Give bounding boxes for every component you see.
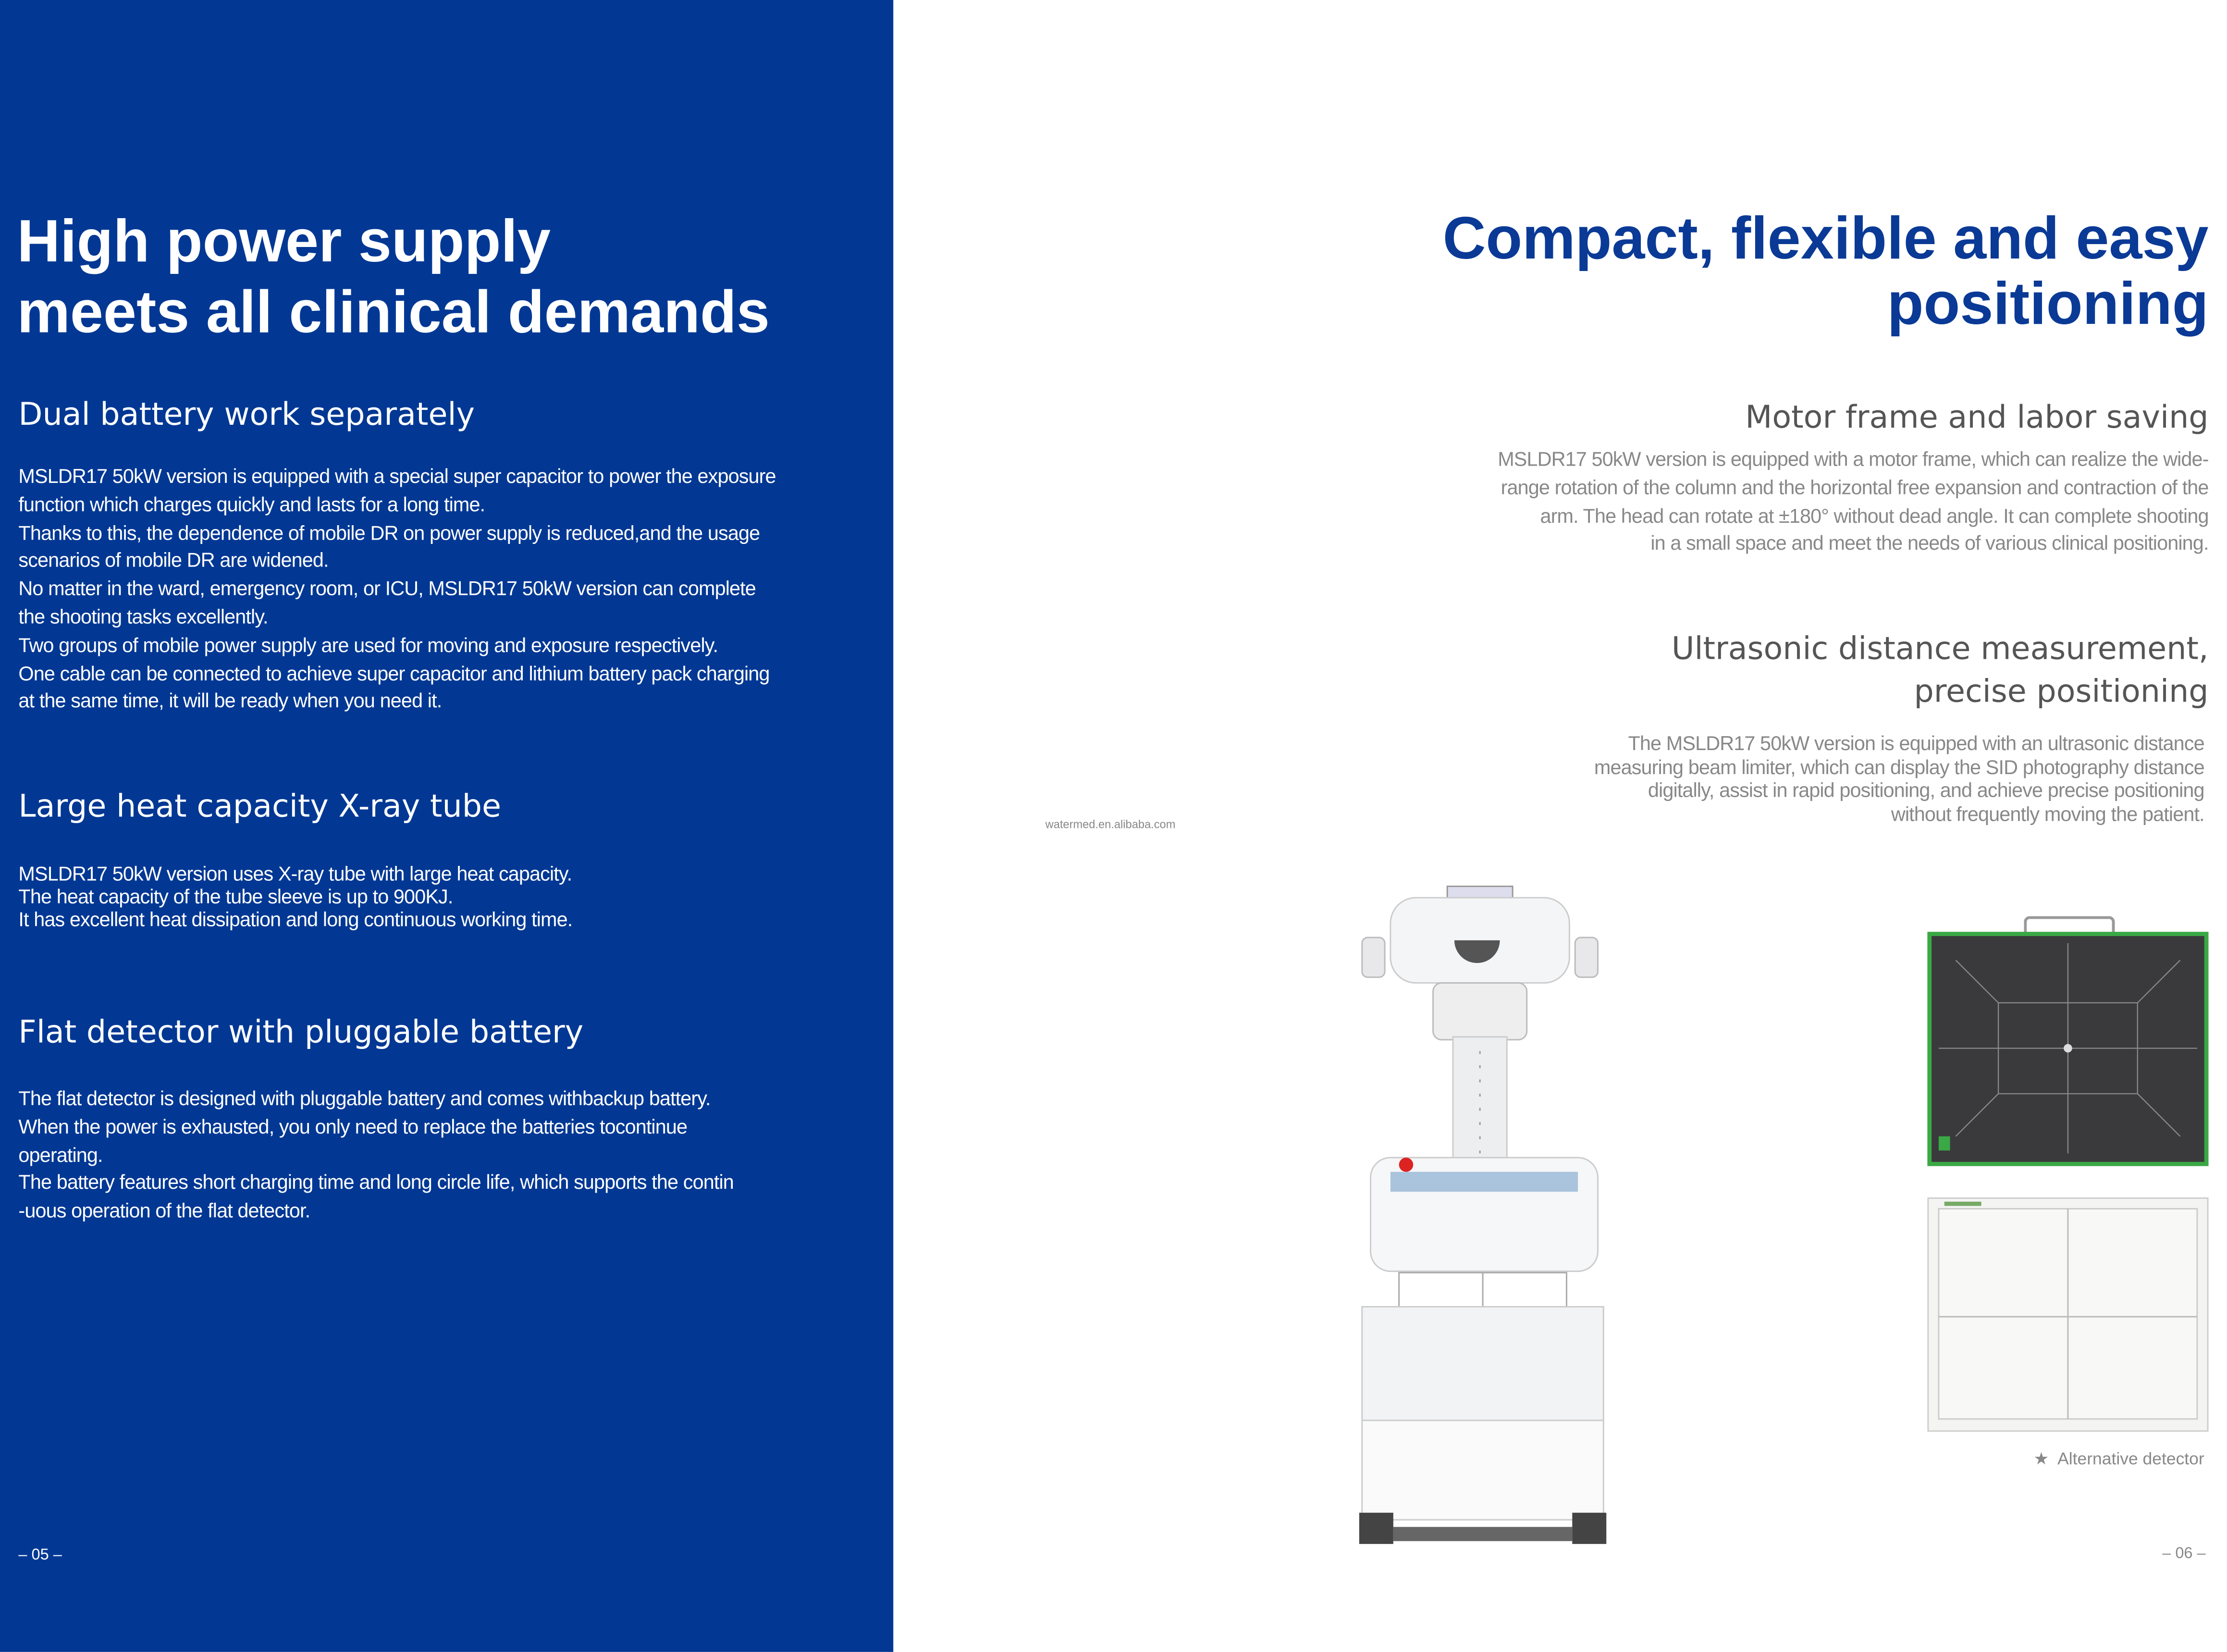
text-line: in a small space and meet the needs of various clinical positioning.: [1650, 531, 2209, 555]
left-page-title: [17, 206, 769, 348]
text-line: The battery features short charging time and long circle life, which supports the contin: [18, 1171, 734, 1194]
text-line: When the power is exhausted, you only need to replace the batteries tocontinue: [18, 1114, 688, 1138]
text-line: digitally, assist in rapid positioning, and achieve precise positioning: [1648, 778, 2204, 801]
page-number: – 05 –: [18, 1547, 62, 1564]
title-line: positioning: [1887, 270, 2209, 337]
text-line: scenarios of mobile DR are widened.: [18, 549, 329, 572]
text-line: operating.: [18, 1143, 103, 1166]
text-line: -uous operation of the flat detector.: [18, 1199, 310, 1222]
text-line: One cable can be connected to achieve super capacitor and lithium battery pack charging: [18, 661, 770, 684]
section-body: [18, 862, 572, 930]
section-heading: [1745, 398, 2208, 441]
text-line: Two groups of mobile power supply are used for moving and exposure respectively.: [18, 633, 718, 656]
title-line: meets all clinical demands: [17, 278, 770, 345]
text-line: MSLDR17 50kW version uses X-ray tube with large heat capacity.: [18, 862, 572, 885]
heading-line: Ultrasonic distance measurement,: [1671, 632, 2209, 668]
page-number: – 06 –: [2162, 1545, 2206, 1563]
section-heading: [1672, 629, 2209, 715]
text-line: No matter in the ward, emergency room, or ICU, MSLDR17 50kW version can complete: [18, 577, 756, 600]
alternative-detector-image: [1927, 1197, 2208, 1432]
mobile-dr-machine-image: [1348, 881, 1618, 1548]
text-line: MSLDR17 50kW version is equipped with a motor frame, which can realize the wide-: [1498, 447, 2209, 470]
text-line: range rotation of the column and the horizontal free expansion and contraction of the: [1501, 475, 2209, 498]
text-line: without frequently moving the patient.: [1891, 801, 2204, 825]
text-line: Thanks to this, the dependence of mobile DR on power supply is reduced,and the usage: [18, 520, 760, 543]
section-heading: Large heat capacity X-ray tube: [18, 789, 502, 826]
section-body: [1594, 731, 2204, 825]
watermark: watermed.en.alibaba.com: [1045, 818, 1176, 831]
text-line: It has excellent heat dissipation and long continuous working time.: [18, 907, 573, 931]
text-line: at the same time, it will be ready when you need it.: [18, 689, 442, 713]
flat-detector-image: [1927, 932, 2208, 1166]
text-line: MSLDR17 50kW version is equipped with a special super capacitor to power the exposure: [18, 464, 776, 487]
caption-text: Alternative detector: [2057, 1449, 2204, 1469]
star-icon: ★: [2033, 1449, 2049, 1469]
heading-line: precise positioning: [1914, 675, 2209, 710]
text-line: The MSLDR17 50kW version is equipped with an ultrasonic distance: [1628, 731, 2204, 754]
text-line: the shooting tasks excellently.: [18, 605, 268, 628]
text-line: The flat detector is designed with pluggable battery and comes withbackup battery.: [18, 1086, 711, 1110]
right-page-title: [1443, 206, 2209, 337]
section-heading: Flat detector with pluggable battery: [18, 1015, 584, 1051]
text-line: The heat capacity of the tube sleeve is up to 900KJ.: [18, 885, 453, 908]
heading-line: Motor frame and labor saving: [1745, 400, 2209, 436]
left-page: [0, 0, 893, 1652]
section-heading: Dual battery work separately: [18, 397, 475, 433]
title-line: High power supply: [17, 207, 551, 274]
text-line: measuring beam limiter, which can display the SID photography distance: [1594, 755, 2204, 778]
text-line: arm. The head can rotate at ±180° without dead angle. It can complete shooting: [1540, 504, 2209, 527]
detector-caption: [2033, 1449, 2204, 1468]
section-body: [18, 463, 775, 716]
text-line: function which charges quickly and lasts for a long time.: [18, 493, 485, 516]
right-page: [893, 0, 2227, 1652]
section-body: [1498, 446, 2208, 558]
title-line: Compact, flexible and easy: [1442, 204, 2209, 271]
section-body: [18, 1085, 733, 1226]
